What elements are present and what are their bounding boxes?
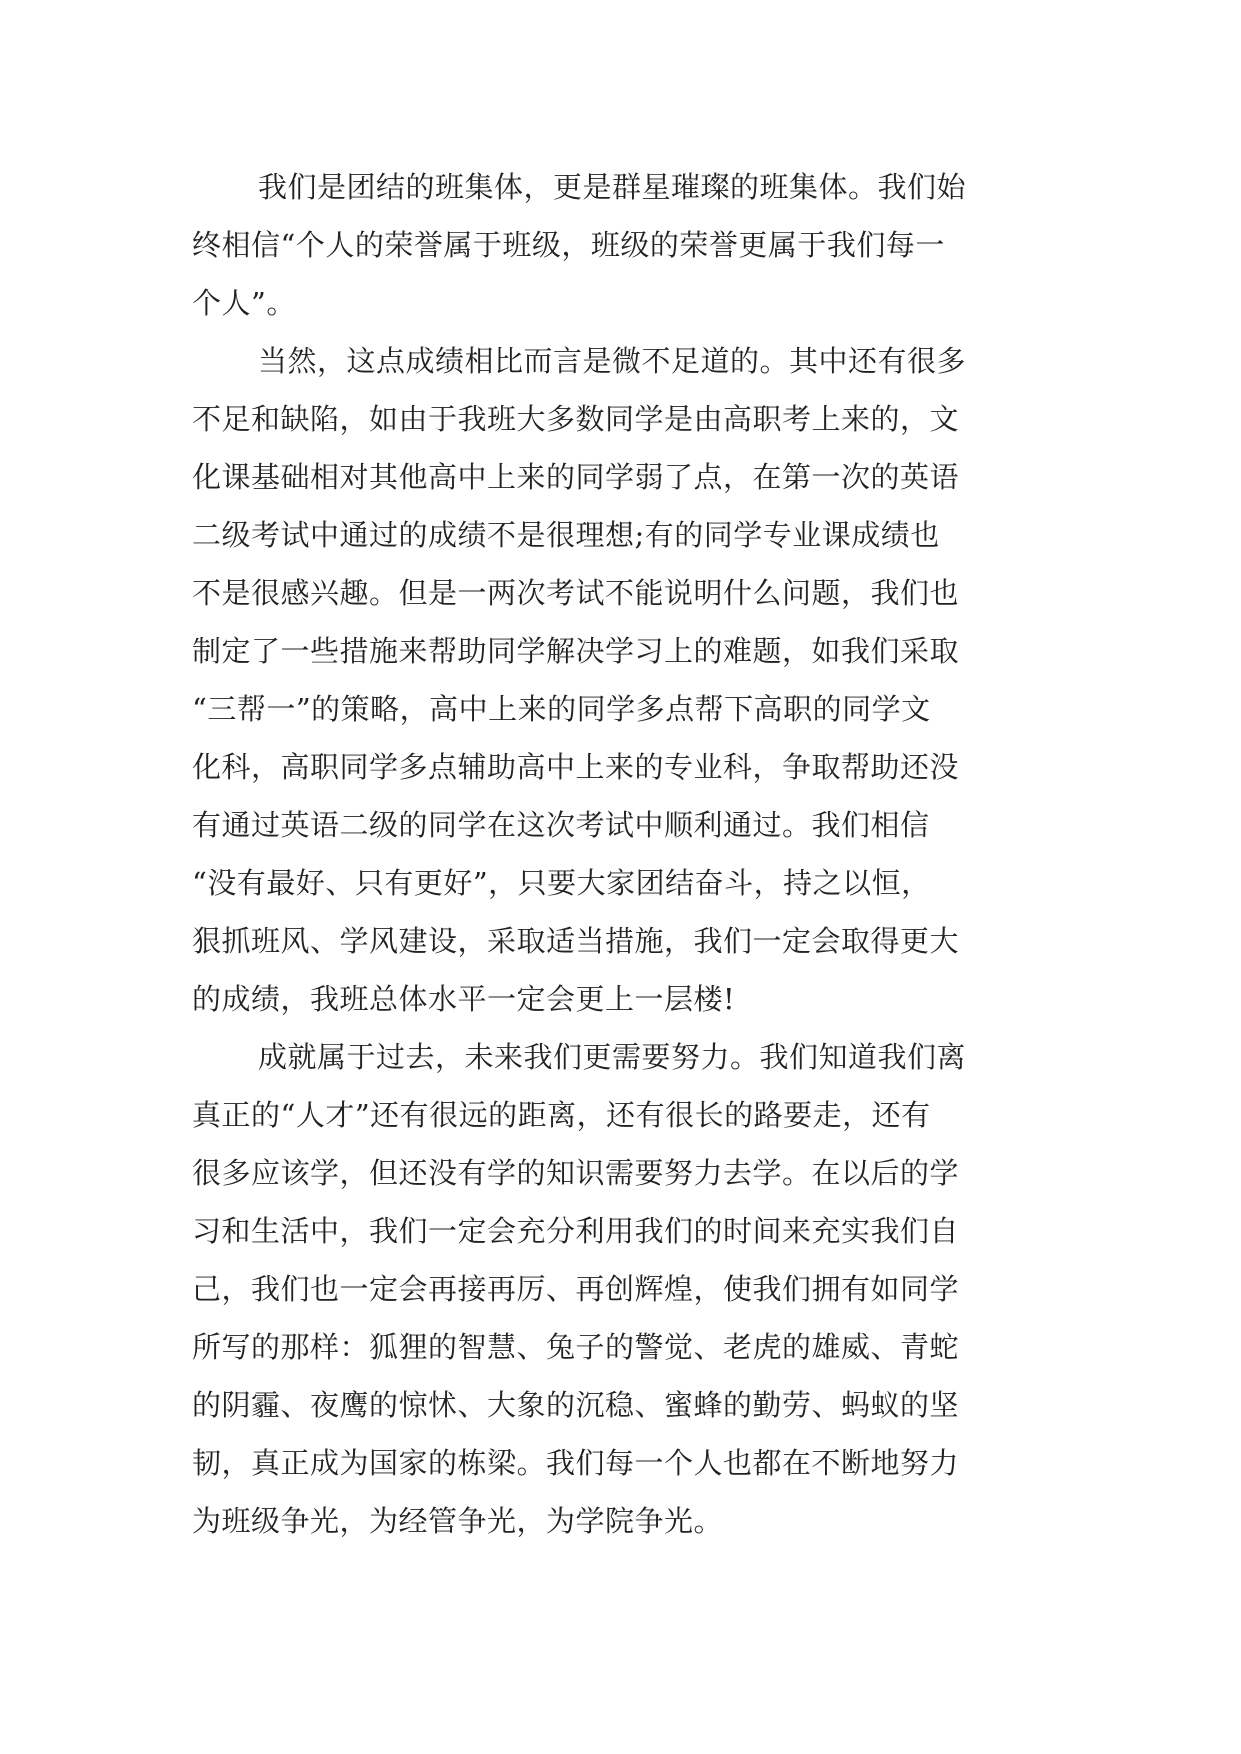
paragraph-1	[192, 158, 1052, 332]
text-line: 个人”。	[192, 286, 296, 320]
text-line: “没有最好、只有更好”，只要大家团结奋斗，持之以恒，	[192, 866, 931, 900]
text-line: 真正的“人才”还有很远的距离，还有很长的路要走，还有	[192, 1098, 931, 1132]
text-line: 不是很感兴趣。但是一两次考试不能说明什么问题，我们也	[192, 576, 960, 610]
text-line: 终相信“个人的荣誉属于班级，班级的荣誉更属于我们每一	[192, 228, 945, 262]
text-line: 的成绩，我班总体水平一定会更上一层楼!	[192, 982, 736, 1016]
text-line: 己，我们也一定会再接再厉、再创辉煌，使我们拥有如同学	[192, 1272, 960, 1306]
text-line: 为班级争光，为经管争光，为学院争光。	[192, 1504, 724, 1538]
text-line: 的阴霾、夜鹰的惊怵、大象的沉稳、蜜蜂的勤劳、蚂蚁的坚	[192, 1388, 960, 1422]
paragraph-3	[192, 1028, 1052, 1550]
paragraph-2	[192, 332, 1052, 1028]
text-line: 有通过英语二级的同学在这次考试中顺利通过。我们相信	[192, 808, 930, 842]
text-line: 韧，真正成为国家的栋梁。我们每一个人也都在不断地努力	[192, 1446, 960, 1480]
document-body	[192, 158, 1052, 1550]
text-line: 成就属于过去，未来我们更需要努力。我们知道我们离	[258, 1040, 967, 1074]
text-line: 化科，高职同学多点辅助高中上来的专业科，争取帮助还没	[192, 750, 960, 784]
text-line: 不足和缺陷，如由于我班大多数同学是由高职考上来的，文	[192, 402, 960, 436]
text-line: 制定了一些措施来帮助同学解决学习上的难题，如我们采取	[192, 634, 960, 668]
text-line: 习和生活中，我们一定会充分利用我们的时间来充实我们自	[192, 1214, 960, 1248]
text-line: 当然，这点成绩相比而言是微不足道的。其中还有很多	[258, 344, 967, 378]
text-line: “三帮一”的策略，高中上来的同学多点帮下高职的同学文	[192, 692, 931, 726]
text-line: 我们是团结的班集体，更是群星璀璨的班集体。我们始	[258, 170, 967, 204]
text-line: 二级考试中通过的成绩不是很理想;有的同学专业课成绩也	[192, 518, 940, 552]
text-line: 所写的那样：狐狸的智慧、兔子的警觉、老虎的雄威、青蛇	[192, 1330, 960, 1364]
text-line: 狠抓班风、学风建设，采取适当措施，我们一定会取得更大	[192, 924, 960, 958]
text-line: 化课基础相对其他高中上来的同学弱了点，在第一次的英语	[192, 460, 960, 494]
text-line: 很多应该学，但还没有学的知识需要努力去学。在以后的学	[192, 1156, 960, 1190]
